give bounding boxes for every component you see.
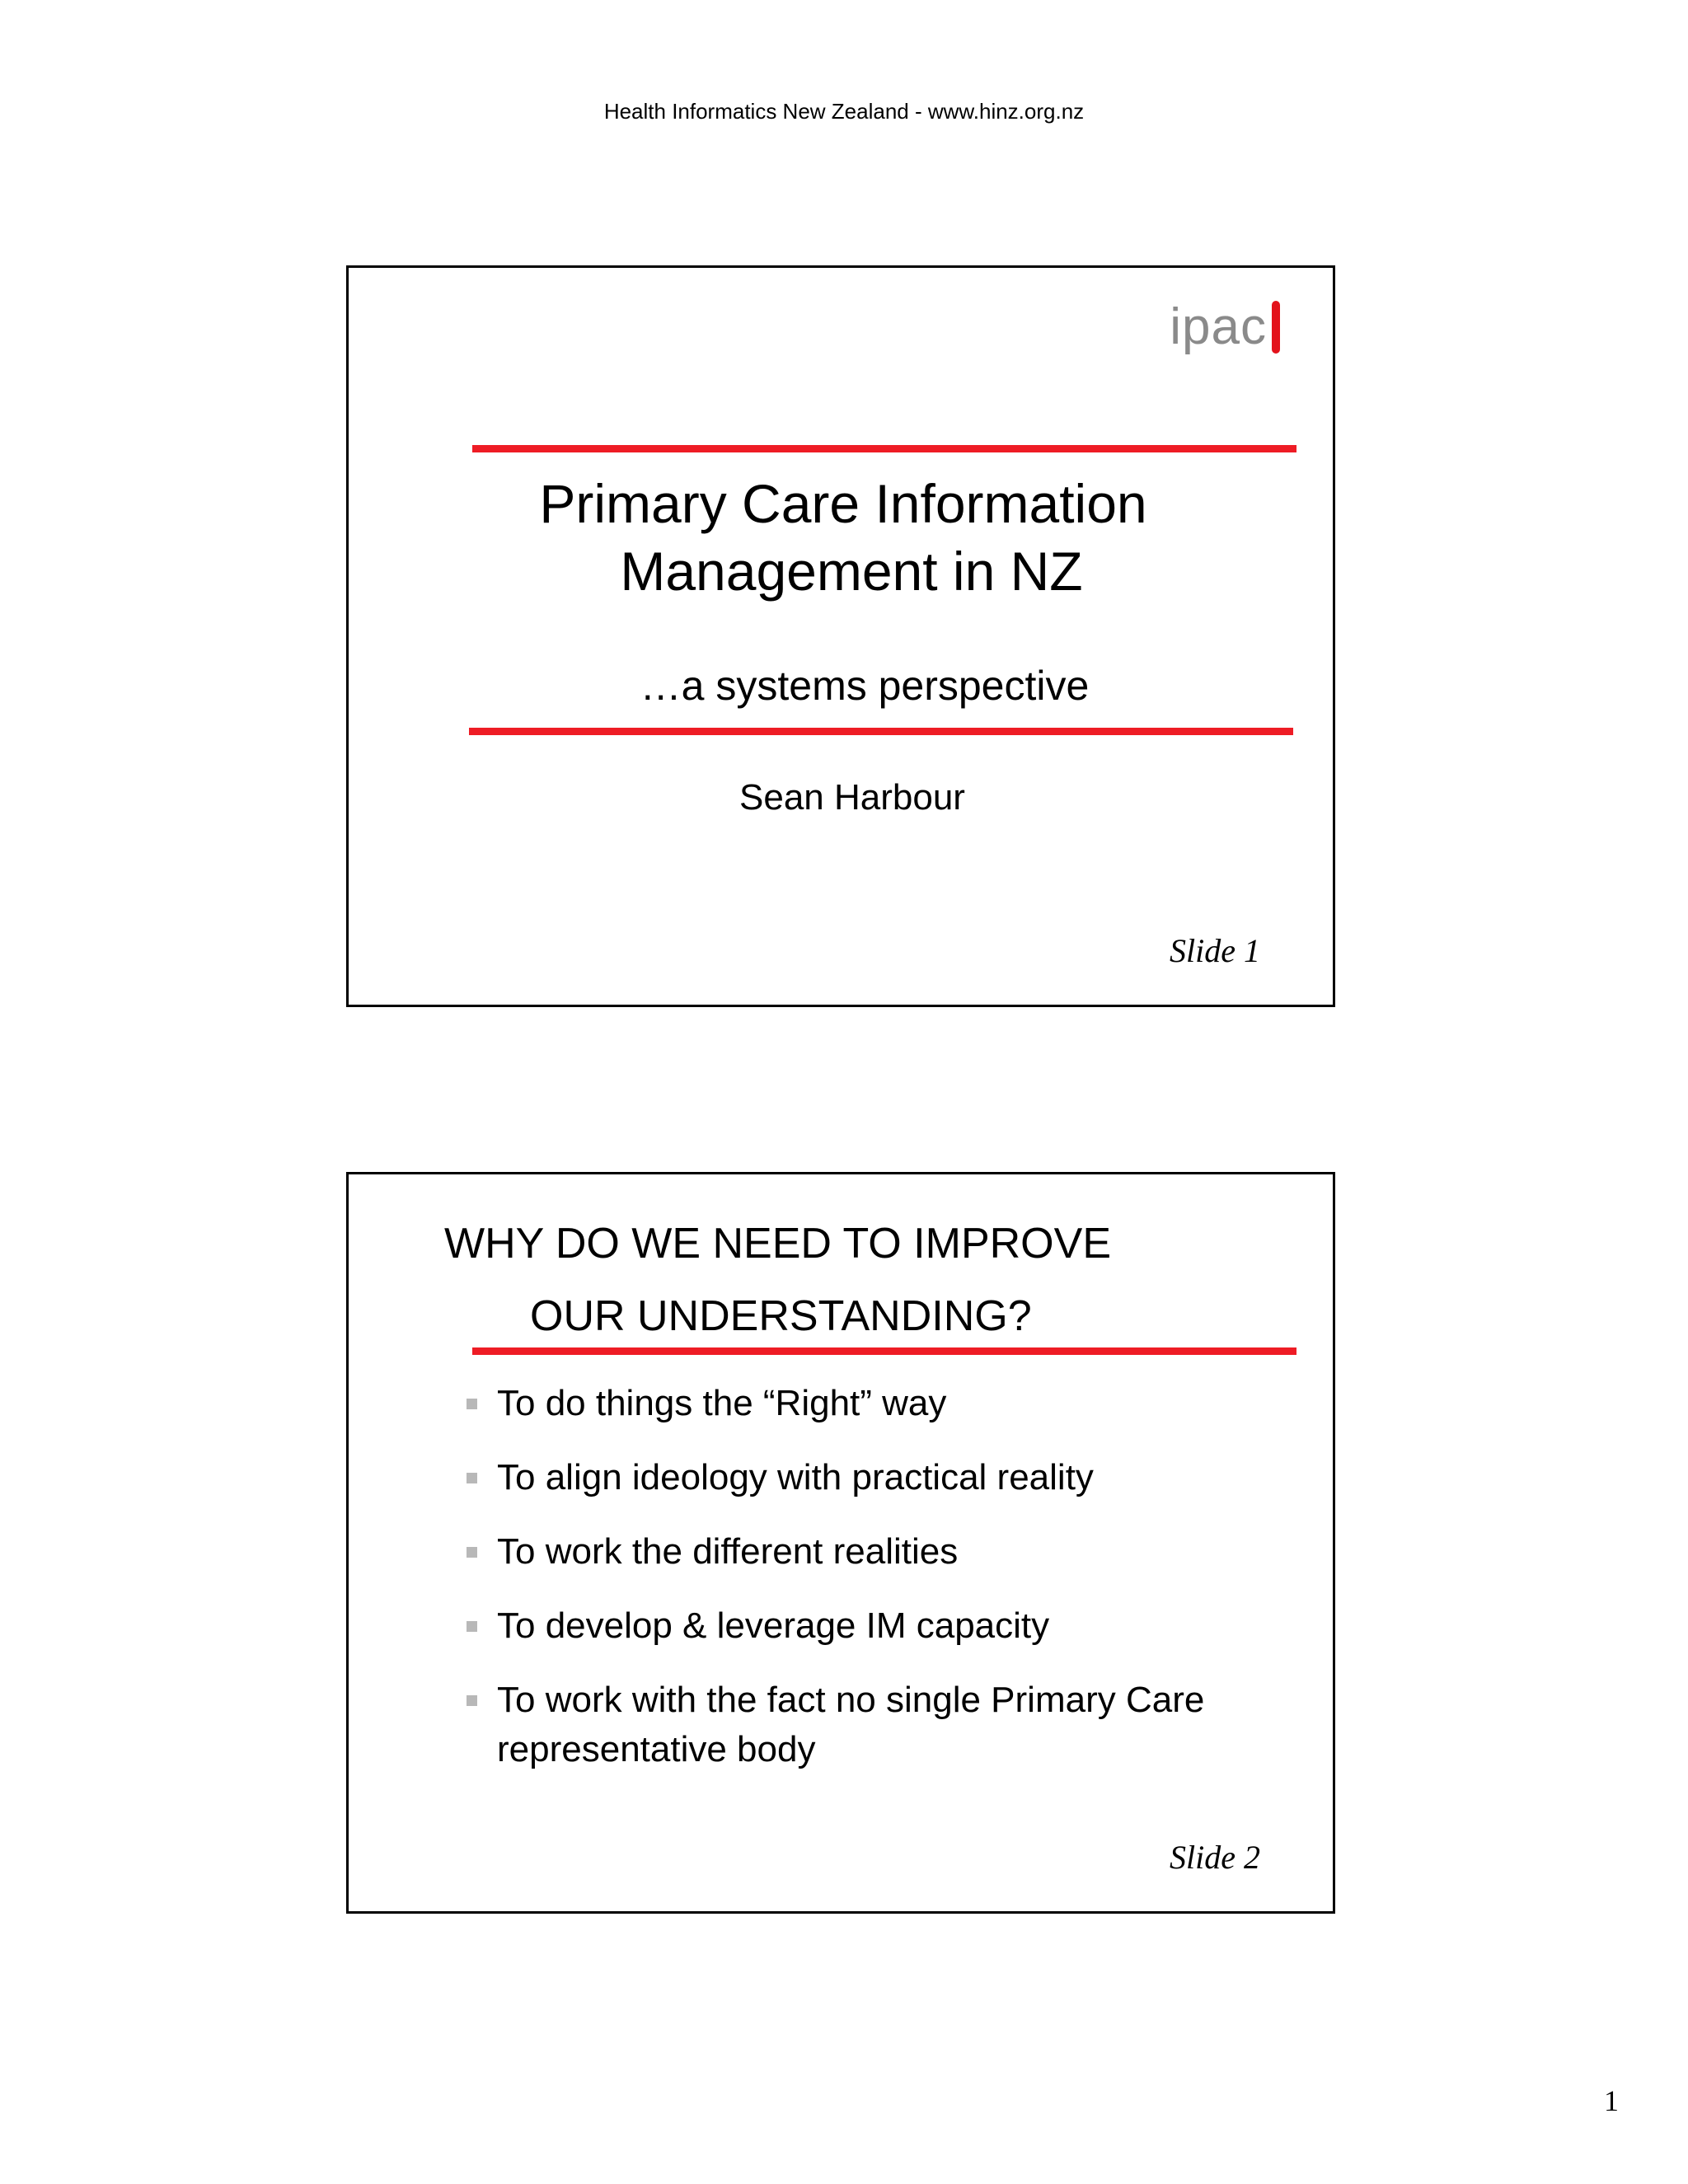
ipac-logo bbox=[1170, 298, 1280, 356]
list-item bbox=[349, 1527, 1239, 1577]
title-rule-top bbox=[472, 445, 1296, 452]
bullet-text: To work with the fact no single Primary Care representative body bbox=[497, 1680, 1205, 1769]
slide-1-title bbox=[349, 470, 1338, 605]
square-bullet-icon bbox=[467, 1621, 477, 1632]
square-bullet-icon bbox=[467, 1399, 477, 1409]
logo-mark-icon bbox=[1272, 301, 1280, 354]
logo-text: ipac bbox=[1170, 298, 1267, 355]
slide-1 bbox=[346, 265, 1335, 1007]
list-item bbox=[349, 1675, 1239, 1774]
title-rule bbox=[472, 1347, 1296, 1355]
slide-2-title bbox=[444, 1207, 1268, 1352]
list-item bbox=[349, 1379, 1239, 1428]
title-line-1: Primary Care Information bbox=[539, 473, 1147, 534]
title-line-1: WHY DO WE NEED TO IMPROVE bbox=[444, 1220, 1111, 1268]
bullet-text: To develop & leverage IM capacity bbox=[497, 1605, 1050, 1646]
square-bullet-icon bbox=[467, 1695, 477, 1706]
bullet-list bbox=[349, 1379, 1338, 1799]
slide-2 bbox=[346, 1172, 1335, 1914]
slide-1-subtitle: …a systems perspective bbox=[640, 663, 1090, 709]
page-number: 1 bbox=[1604, 2084, 1619, 2117]
list-item bbox=[349, 1453, 1239, 1502]
list-item bbox=[349, 1601, 1239, 1651]
slide-1-label: Slide 1 bbox=[1170, 932, 1260, 969]
bullet-text: To align ideology with practical reality bbox=[497, 1457, 1094, 1497]
bullet-text: To do things the “Right” way bbox=[497, 1383, 947, 1423]
slide-2-label: Slide 2 bbox=[1170, 1839, 1260, 1876]
page-header: Health Informatics New Zealand - www.hinz.org.nz bbox=[603, 99, 1085, 124]
title-rule-bottom bbox=[469, 728, 1293, 735]
bullet-text: To work the different realities bbox=[497, 1531, 959, 1572]
square-bullet-icon bbox=[467, 1547, 477, 1558]
author-name: Sean Harbour bbox=[739, 777, 965, 818]
title-line-2: Management in NZ bbox=[620, 541, 1083, 602]
square-bullet-icon bbox=[467, 1473, 477, 1483]
title-line-2: OUR UNDERSTANDING? bbox=[530, 1292, 1032, 1340]
